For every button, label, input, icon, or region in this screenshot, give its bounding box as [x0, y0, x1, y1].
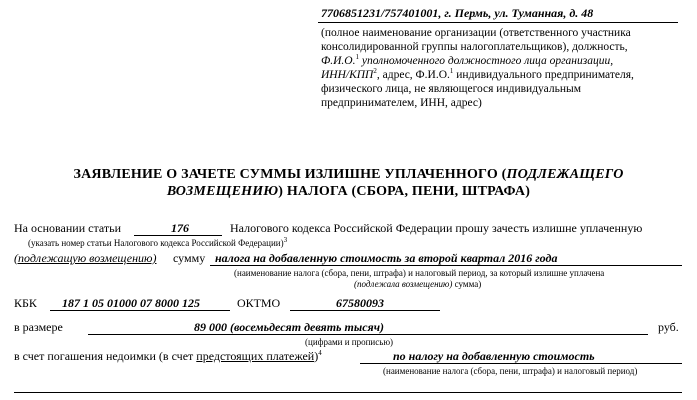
oktmo-underline — [290, 310, 440, 311]
note-line-2: консолидированной группы налогоплательщиков), должность, — [321, 41, 628, 53]
amount-unit: руб. — [658, 320, 679, 334]
note-inn: ИНН/КПП — [321, 69, 374, 81]
kbk-underline — [50, 310, 230, 311]
footnote-4: 4 — [318, 349, 322, 357]
debt-label-b: предстоящих платежей — [196, 349, 315, 363]
tax-name-value: налога на добавленную стоимость за второй квартал 2016 года — [215, 251, 558, 265]
article-caption-text: (указать номер статьи Налогового кодекса Российской Федерации) — [28, 238, 284, 248]
note-line-1: (полное наименование организации (ответственного участника — [321, 27, 631, 39]
document-title-line-2 — [0, 184, 697, 200]
article-number-value: 176 — [171, 221, 189, 235]
subject-label: (подлежащую возмещению) — [14, 251, 157, 265]
footnote-1b: 1 — [449, 67, 454, 76]
article-number-underline — [134, 235, 222, 236]
debt-value: по налогу на добавленную стоимость — [393, 349, 595, 363]
tax-caption-rest: сумма) — [452, 279, 482, 289]
amount-label: в размере — [14, 320, 63, 334]
title-part-d: ) НАЛОГА (СБОРА, ПЕНИ, ШТРАФА) — [278, 184, 531, 199]
kbk-label: КБК — [14, 296, 37, 310]
note-fio: Ф.И.О. — [321, 55, 356, 67]
tax-caption-line-1: (наименование налога (сбора, пени, штрафа) и налоговый период, за который излишне уплачена — [234, 268, 605, 278]
amount-underline — [88, 334, 648, 335]
document-title-line-1 — [0, 167, 697, 183]
sum-word: сумму — [173, 251, 206, 265]
tax-caption-italic: (подлежала возмещению) — [354, 279, 453, 289]
note-line-3-rest: уполномоченного должностного лица организации, — [358, 55, 614, 67]
note-line-4-mid: , адрес, Ф.И.О. — [376, 69, 450, 81]
tax-caption-line-2 — [354, 279, 481, 289]
article-caption — [28, 238, 287, 248]
debt-label-a: в счет погашения недоимки (в счет — [14, 349, 197, 363]
taxpayer-address-value: 7706851231/757401001, г. Пермь, ул. Туманная, д. 48 — [321, 6, 594, 20]
oktmo-label: ОКТМО — [237, 296, 281, 310]
title-part-b: ПОДЛЕЖАЩЕГО — [506, 167, 624, 182]
amount-caption: (цифрами и прописью) — [305, 337, 394, 347]
title-part-a: ЗАЯВЛЕНИЕ О ЗАЧЕТЕ СУММЫ ИЗЛИШНЕ УПЛАЧЕННОГО ( — [73, 167, 507, 182]
note-line-4 — [321, 69, 634, 81]
debt-underline — [360, 363, 682, 364]
debt-label-c: ) — [314, 349, 319, 363]
note-line-3 — [321, 55, 613, 67]
basis-suffix: Налогового кодекса Российской Федерации прошу зачесть излишне уплаченную — [230, 221, 643, 235]
continuation-underline — [14, 392, 682, 393]
footnote-1: 1 — [355, 53, 359, 62]
kbk-value: 187 1 05 01000 07 8000 125 — [62, 296, 200, 310]
footnote-2: 2 — [373, 67, 377, 76]
basis-prefix: На основании статьи — [14, 221, 122, 235]
debt-label — [14, 349, 322, 364]
note-line-6: предпринимателем, ИНН, адрес) — [321, 97, 482, 109]
amount-value: 89 000 (восемьдесят девять тысяч) — [194, 320, 385, 334]
tax-name-underline — [210, 265, 682, 266]
debt-caption: (наименование налога (сбора, пени, штрафа) и налоговый период) — [383, 366, 638, 376]
note-line-4-rest: индивидуального предпринимателя, — [453, 69, 634, 81]
note-line-5: физического лица, не являющегося индивидуальным — [321, 83, 582, 95]
title-part-c: ВОЗМЕЩЕНИЮ — [166, 184, 279, 199]
oktmo-value: 67580093 — [336, 296, 384, 310]
address-underline — [318, 22, 678, 23]
footnote-3: 3 — [283, 236, 288, 244]
